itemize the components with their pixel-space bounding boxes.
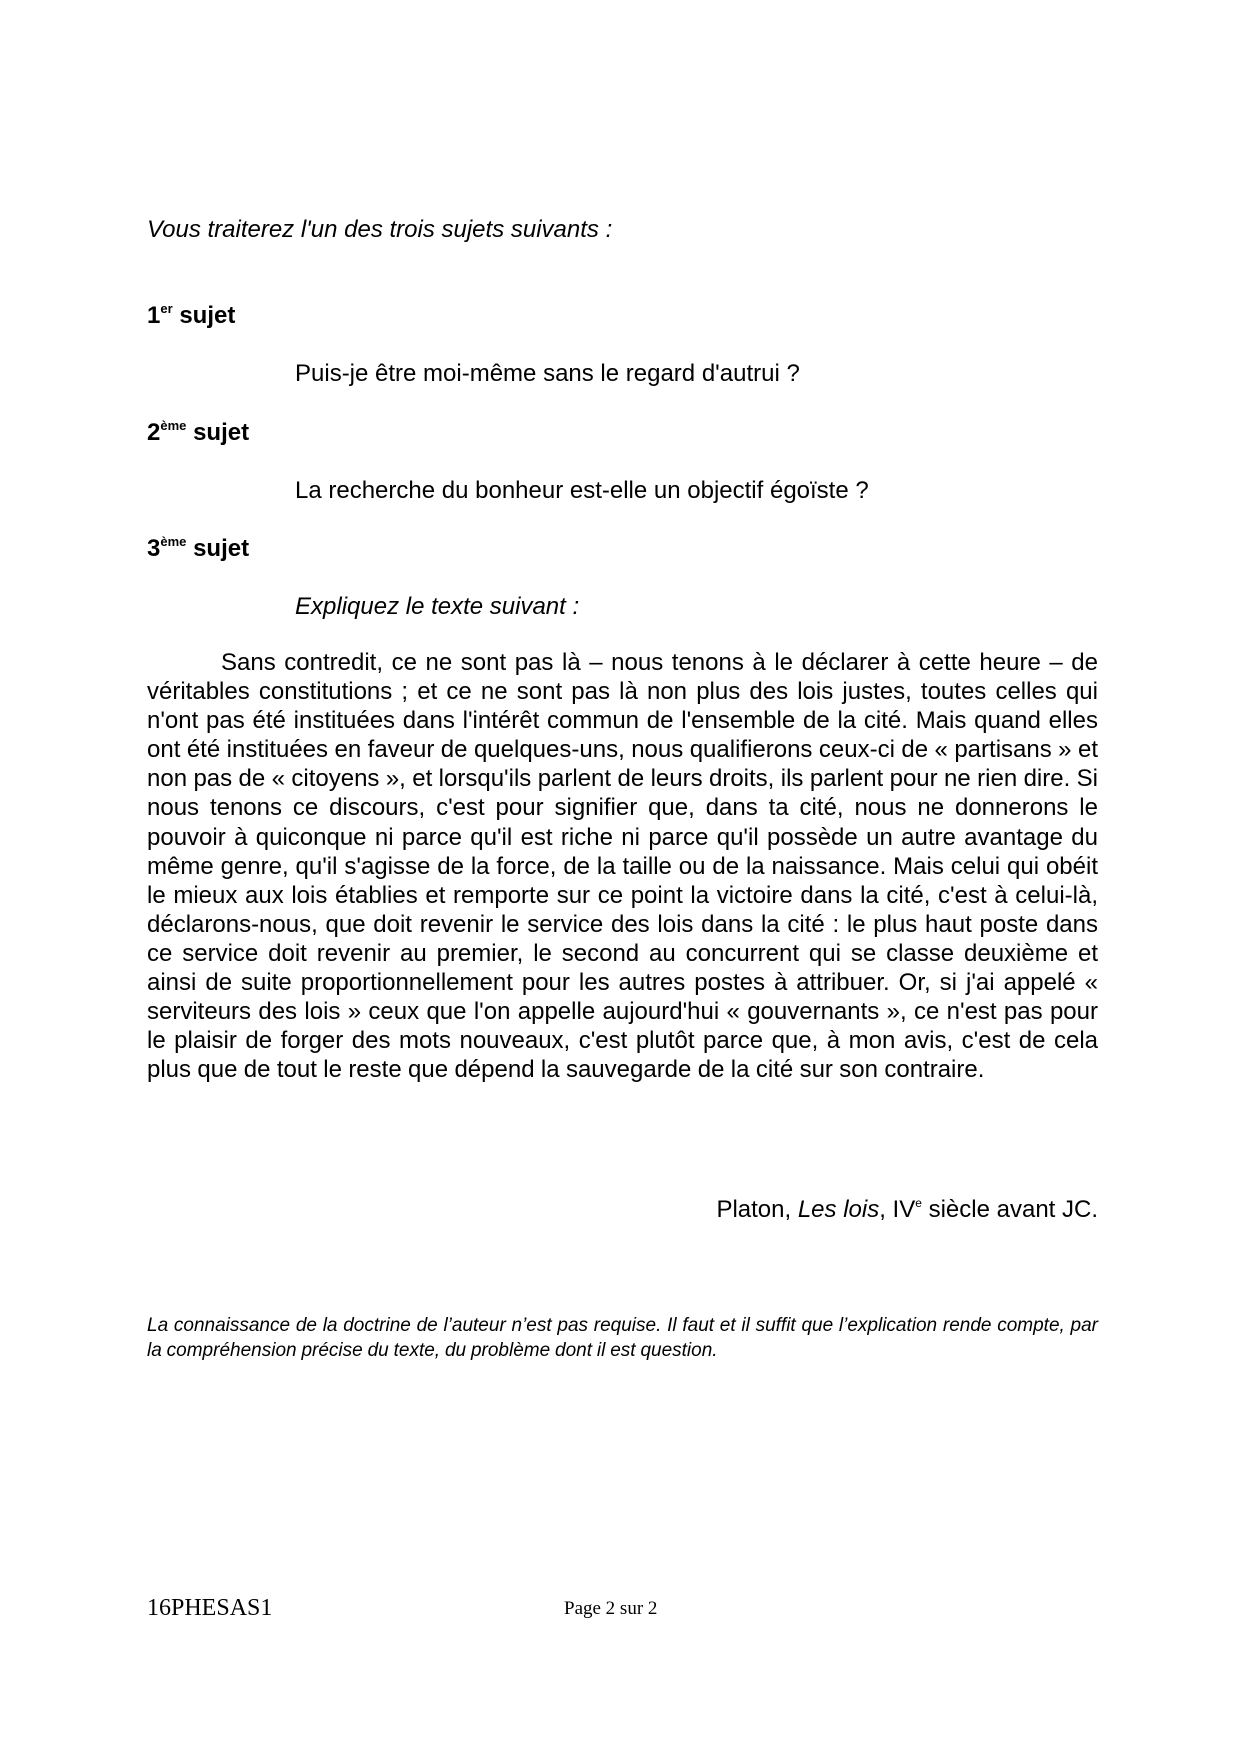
subject-3-number: 3 xyxy=(147,535,161,562)
citation-separator: , xyxy=(879,1196,893,1223)
citation-rest: siècle avant JC. xyxy=(921,1196,1098,1223)
citation-century: IV xyxy=(892,1196,916,1223)
subject-1-heading xyxy=(147,302,235,330)
passage-text: Sans contredit, ce ne sont pas là – nous tenons à le déclarer à cette heure – de véritables constitutions ; et ce ne sont pas là non plus des lois justes, toutes celles qui n'ont pas été instituées dans l'intérêt commun de l'ensemble de la cité. Mais quand elles ont été instituées en faveur de quelques-uns, nous qualifierons ceux-ci de « partisans » et non pas de « citoyens », et lorsqu'ils parlent de leurs droits, ils parlent pour ne rien dire. Si nous tenons ce discours, c'est pour signifier que, dans ta cité, nous ne donnerons le pouvoir à quiconque ni parce qu'il est riche ni parce qu'il possède un autre avantage du même genre, qu'il s'agisse de la force, de la taille ou de la naissance. Mais celui qui obéit le mieux aux lois établies et remporte sur ce point la victoire dans la cité, c'est à celui-là, déclarons-nous, que doit revenir le service des lois dans la cité : le plus haut poste dans ce service doit revenir au premier, le second au concurrent qui se classe deuxième et ainsi de suite proportionnellement pour les autres postes à attribuer. Or, si j'ai appelé « serviteurs des lois » ceux que l'on appelle aujourd'hui « gouvernants », ce n'est pas pour le plaisir de forger des mots nouveaux, c'est plutôt parce que, à mon avis, c'est de cela plus que de tout le reste que dépend la sauvegarde de la cité sur son contraire. xyxy=(147,649,1098,1084)
subject-1-number: 1 xyxy=(147,302,161,329)
subject-3-ordinal: ème xyxy=(160,534,187,549)
footer-page-number: Page 2 sur 2 xyxy=(564,1598,658,1619)
subject-3-word: sujet xyxy=(193,535,250,562)
subject-2-heading xyxy=(147,419,249,447)
citation-century-suffix: e xyxy=(915,1196,922,1210)
subject-2-number: 2 xyxy=(147,419,161,446)
subject-1-question: Puis-je être moi-même sans le regard d'autrui ? xyxy=(295,360,800,387)
subject-1-ordinal: er xyxy=(160,301,173,316)
citation-work: Les lois xyxy=(797,1196,880,1223)
subject-3-heading xyxy=(147,535,249,563)
citation xyxy=(716,1196,1098,1224)
subject-2-question: La recherche du bonheur est-elle un objectif égoïste ? xyxy=(295,477,869,504)
subject-3-question: Expliquez le texte suivant : xyxy=(295,593,580,620)
instruction-note: La connaissance de la doctrine de l’auteur n’est pas requise. Il faut et il suffit que l’explication rende compte, par la compréhension précise du texte, du problème dont il est question. xyxy=(147,1315,1098,1361)
instructions: Vous traiterez l'un des trois sujets suivants : xyxy=(147,216,613,243)
footer-exam-code: 16PHESAS1 xyxy=(147,1595,273,1621)
subject-2-word: sujet xyxy=(193,419,250,446)
subject-2-ordinal: ème xyxy=(160,418,187,433)
subject-1-word: sujet xyxy=(179,302,236,329)
citation-author: Platon, xyxy=(716,1196,798,1223)
